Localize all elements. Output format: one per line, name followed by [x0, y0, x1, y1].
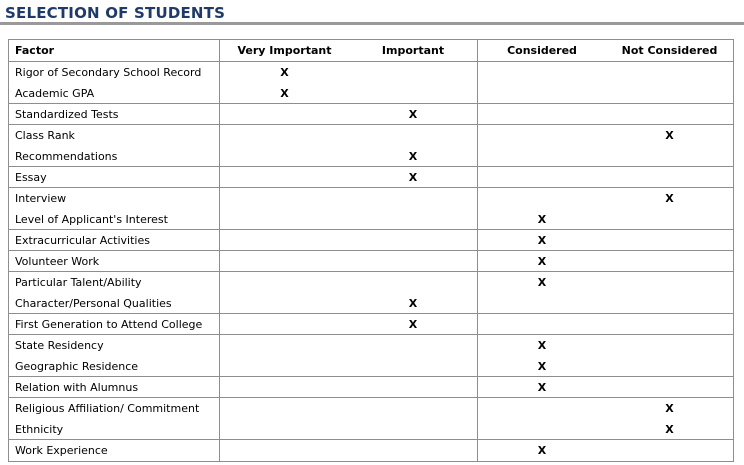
- factor-label: Academic GPA: [9, 83, 220, 103]
- not-considered-cell: [606, 104, 733, 124]
- considered-cell: [478, 356, 606, 376]
- very-important-cell: [220, 356, 349, 376]
- not-considered-cell: [606, 314, 733, 334]
- x-mark: X: [408, 296, 418, 310]
- table-row: [9, 377, 733, 398]
- factor-label: State Residency: [9, 335, 220, 356]
- page-title: SELECTION OF STUDENTS: [5, 4, 226, 22]
- important-cell: [349, 167, 478, 187]
- column-header-not-considered: Not Considered: [621, 44, 718, 57]
- not-considered-cell: [606, 230, 733, 250]
- important-cell: [349, 398, 478, 419]
- x-mark: X: [280, 86, 289, 100]
- factor-label: Rigor of Secondary School Record: [9, 62, 220, 83]
- table-row: [9, 314, 733, 335]
- x-mark: X: [665, 192, 674, 205]
- factor-label: Work Experience: [9, 440, 220, 461]
- not-considered-cell: [606, 398, 733, 419]
- x-mark: X: [537, 233, 547, 247]
- important-cell: [349, 272, 478, 293]
- not-considered-cell: [606, 188, 733, 209]
- x-mark: X: [537, 212, 547, 226]
- considered-cell: [478, 62, 606, 83]
- x-mark: X: [665, 129, 674, 142]
- x-mark: X: [665, 402, 674, 415]
- important-cell: [349, 230, 478, 250]
- considered-cell: [478, 146, 606, 166]
- factor-label: Extracurricular Activities: [9, 230, 220, 250]
- important-cell: [349, 188, 478, 209]
- not-considered-cell: [606, 440, 733, 461]
- factor-label: Essay: [9, 167, 220, 187]
- factor-label: Standardized Tests: [9, 104, 220, 124]
- table-row: [9, 272, 733, 293]
- considered-cell: [478, 440, 606, 461]
- important-cell: [349, 335, 478, 356]
- very-important-cell: [220, 398, 349, 419]
- column-header-very-important: Very Important: [237, 44, 332, 57]
- x-mark: X: [537, 359, 547, 373]
- considered-cell: [478, 230, 606, 250]
- very-important-cell: [220, 377, 349, 397]
- factor-label: Relation with Alumnus: [9, 377, 220, 397]
- considered-cell: [478, 104, 606, 124]
- important-cell: [349, 440, 478, 461]
- table-row: [9, 440, 733, 461]
- very-important-cell: [220, 167, 349, 187]
- x-mark: X: [537, 339, 547, 352]
- not-considered-cell: [606, 146, 733, 166]
- important-cell: [349, 146, 478, 166]
- very-important-cell: [220, 209, 349, 229]
- very-important-cell: [220, 230, 349, 250]
- very-important-cell: [220, 293, 349, 313]
- not-considered-cell: [606, 335, 733, 356]
- not-considered-cell: [606, 293, 733, 313]
- not-considered-cell: [606, 419, 733, 439]
- not-considered-cell: [606, 83, 733, 103]
- important-cell: [349, 125, 478, 146]
- considered-cell: [478, 251, 606, 271]
- x-mark: X: [665, 422, 674, 436]
- considered-cell: [478, 314, 606, 334]
- important-cell: [349, 293, 478, 313]
- x-mark: X: [408, 317, 418, 331]
- table-row: [9, 146, 733, 167]
- very-important-cell: [220, 419, 349, 439]
- not-considered-cell: [606, 272, 733, 293]
- very-important-cell: [220, 335, 349, 356]
- considered-cell: [478, 335, 606, 356]
- considered-cell: [478, 83, 606, 103]
- not-considered-cell: [606, 62, 733, 83]
- important-cell: [349, 314, 478, 334]
- title-underline-rule: [0, 22, 744, 25]
- not-considered-cell: [606, 377, 733, 397]
- considered-cell: [478, 188, 606, 209]
- not-considered-cell: [606, 167, 733, 187]
- important-cell: [349, 377, 478, 397]
- considered-cell: [478, 293, 606, 313]
- important-cell: [349, 104, 478, 124]
- important-cell: [349, 356, 478, 376]
- x-mark: X: [408, 170, 418, 184]
- not-considered-cell: [606, 125, 733, 146]
- table-row: [9, 188, 733, 209]
- considered-cell: [478, 167, 606, 187]
- factor-label: Geographic Residence: [9, 356, 220, 376]
- x-mark: X: [537, 276, 547, 289]
- column-header-considered: Considered: [507, 44, 577, 57]
- considered-cell: [478, 419, 606, 439]
- x-mark: X: [408, 149, 418, 163]
- factor-label: Interview: [9, 188, 220, 209]
- x-mark: X: [537, 254, 547, 268]
- table-row: [9, 167, 733, 188]
- column-header-important: Important: [349, 40, 478, 61]
- not-considered-cell: [606, 209, 733, 229]
- selection-of-students-table: [8, 39, 734, 462]
- very-important-cell: [220, 104, 349, 124]
- not-considered-cell: [606, 356, 733, 376]
- factor-label: Religious Affiliation/ Commitment: [9, 398, 220, 419]
- very-important-cell: [220, 62, 349, 83]
- table-row: [9, 104, 733, 125]
- important-cell: [349, 251, 478, 271]
- very-important-cell: [220, 146, 349, 166]
- factor-label: Class Rank: [9, 125, 220, 146]
- considered-cell: [478, 209, 606, 229]
- factor-label: Level of Applicant's Interest: [9, 209, 220, 229]
- table-row: [9, 209, 733, 230]
- very-important-cell: [220, 125, 349, 146]
- factor-label: Volunteer Work: [9, 251, 220, 271]
- factor-label: Particular Talent/Ability: [9, 272, 220, 293]
- table-row: [9, 251, 733, 272]
- very-important-cell: [220, 251, 349, 271]
- table-row: [9, 230, 733, 251]
- table-row: [9, 398, 733, 419]
- important-cell: [349, 209, 478, 229]
- very-important-cell: [220, 83, 349, 103]
- table-row: [9, 83, 733, 104]
- considered-cell: [478, 377, 606, 397]
- table-row: [9, 419, 733, 440]
- x-mark: X: [280, 66, 289, 79]
- table-row: [9, 335, 733, 356]
- table-row: [9, 125, 733, 146]
- table-row: [9, 293, 733, 314]
- considered-cell: [478, 398, 606, 419]
- considered-cell: [478, 125, 606, 146]
- table-body: [9, 62, 733, 461]
- x-mark: X: [537, 380, 547, 394]
- not-considered-cell: [606, 251, 733, 271]
- important-cell: [349, 419, 478, 439]
- x-mark: X: [408, 107, 418, 121]
- table-header-row: [9, 40, 733, 62]
- table-row: [9, 356, 733, 377]
- factor-label: First Generation to Attend College: [9, 314, 220, 334]
- important-cell: [349, 62, 478, 83]
- important-cell: [349, 83, 478, 103]
- considered-cell: [478, 272, 606, 293]
- factor-label: Recommendations: [9, 146, 220, 166]
- very-important-cell: [220, 440, 349, 461]
- very-important-cell: [220, 272, 349, 293]
- factor-label: Character/Personal Qualities: [9, 293, 220, 313]
- table-row: [9, 62, 733, 83]
- factor-label: Ethnicity: [9, 419, 220, 439]
- x-mark: X: [537, 444, 547, 457]
- column-header-factor: Factor: [9, 40, 220, 61]
- very-important-cell: [220, 188, 349, 209]
- very-important-cell: [220, 314, 349, 334]
